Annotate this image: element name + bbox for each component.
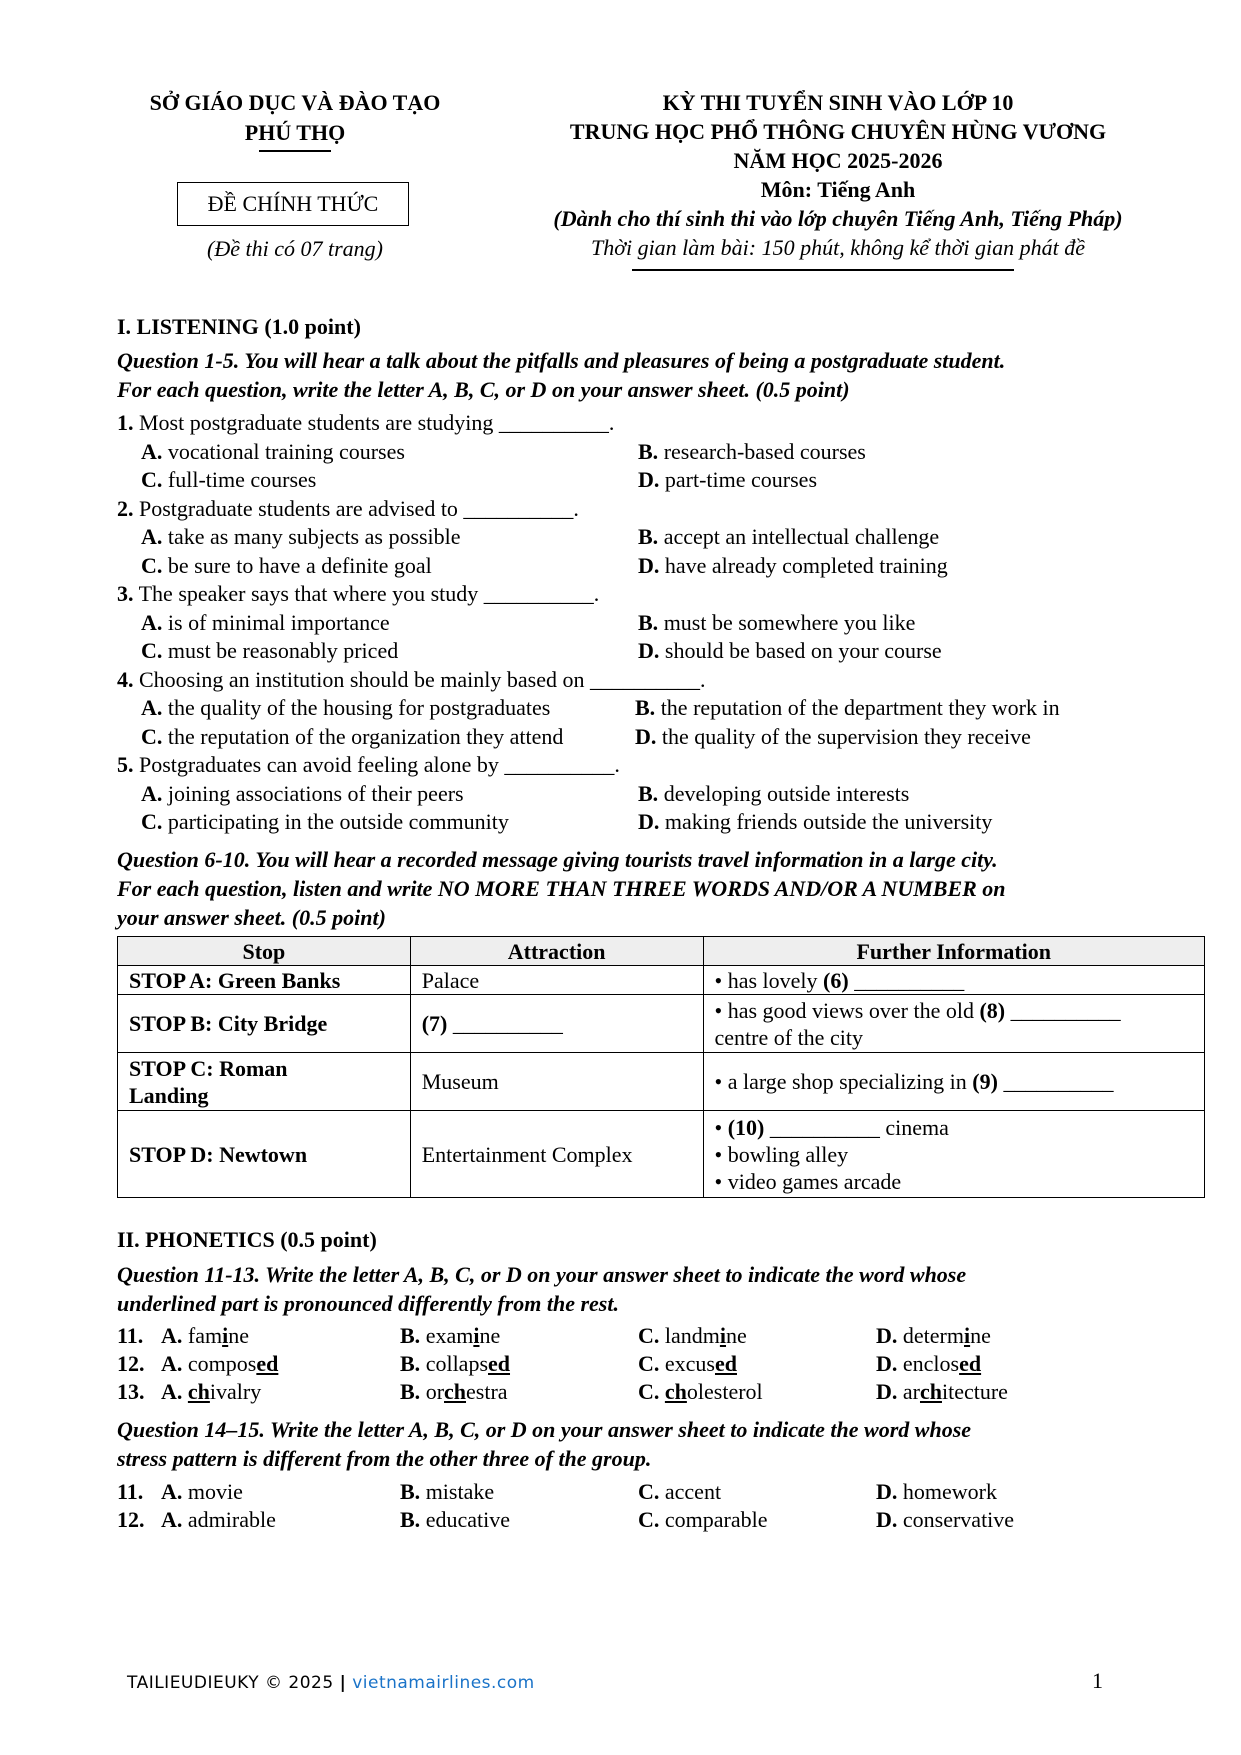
listening-questions xyxy=(117,409,1217,837)
school-year: NĂM HỌC 2025-2026 xyxy=(733,148,943,173)
word-part: fam xyxy=(187,1323,223,1348)
answer-blank[interactable]: __________ xyxy=(848,967,965,993)
word-part: itecture xyxy=(941,1379,1008,1404)
options-row xyxy=(117,466,1217,495)
option-d[interactable] xyxy=(638,808,992,837)
option-letter: C. xyxy=(141,723,163,749)
word-part: exam xyxy=(425,1323,474,1348)
stop-cell: STOP A: Green Banks xyxy=(118,966,411,995)
footer-brand xyxy=(127,1673,535,1693)
info-text: • xyxy=(714,1114,728,1140)
option-d[interactable] xyxy=(876,1506,1014,1534)
option-text: full-time courses xyxy=(167,467,317,492)
question-number: 3. xyxy=(117,581,134,606)
option-c[interactable] xyxy=(141,808,509,837)
underlined-part: ed xyxy=(959,1351,982,1376)
option-letter: B. xyxy=(638,438,659,464)
instruction-line: Question 6-10. You will hear a recorded message giving tourists travel information in a large city. xyxy=(117,847,998,872)
option-b[interactable] xyxy=(638,438,866,467)
underlined-part: ed xyxy=(256,1351,279,1376)
option-letter: B. xyxy=(400,1479,421,1504)
option-a[interactable] xyxy=(141,609,390,638)
word-part: landm xyxy=(664,1323,720,1348)
phonetics-instructions-1 xyxy=(117,1260,1217,1318)
word-part: compos xyxy=(187,1351,257,1376)
option-letter: B. xyxy=(400,1351,421,1376)
option-letter: D. xyxy=(635,723,657,749)
info-text: centre of the city xyxy=(714,1024,863,1050)
option-a[interactable] xyxy=(141,523,461,552)
option-letter: B. xyxy=(638,780,659,806)
word-part: ar xyxy=(902,1379,920,1404)
option-letter: D. xyxy=(876,1379,898,1404)
table-header: Stop xyxy=(118,937,411,966)
instruction-line: stress pattern is different from the other three of the group. xyxy=(117,1446,652,1471)
underlined-part: i xyxy=(222,1323,229,1348)
option-text: making friends outside the university xyxy=(664,809,993,834)
pages-note: (Đề thi có 07 trang) xyxy=(207,236,383,261)
phonetics-instructions-2 xyxy=(117,1415,1217,1473)
option-text: the quality of the supervision they receive xyxy=(661,723,1031,749)
option-text: the reputation of the department they work in xyxy=(660,695,1060,720)
option-letter: D. xyxy=(638,638,660,663)
info-text: • has lovely xyxy=(714,967,824,993)
option-text: educative xyxy=(425,1507,510,1532)
option-a[interactable] xyxy=(161,1506,276,1534)
option-letter: A. xyxy=(141,438,163,464)
table-row xyxy=(118,1111,1205,1198)
option-text: participating in the outside community xyxy=(167,809,509,834)
options-row xyxy=(117,438,1217,467)
option-letter: B. xyxy=(400,1507,421,1532)
listening-table xyxy=(117,936,1205,1198)
option-text: comparable xyxy=(664,1507,768,1532)
option-letter: B. xyxy=(638,524,659,549)
word-part: ne xyxy=(726,1323,747,1348)
option-letter: C. xyxy=(141,638,163,663)
question-3 xyxy=(117,580,1217,609)
option-b[interactable] xyxy=(400,1350,510,1378)
question-number: 11. xyxy=(117,1323,144,1348)
question-stem: The speaker says that where you study __________. xyxy=(138,581,600,606)
question-number: 5. xyxy=(117,752,134,777)
question-5 xyxy=(117,751,1217,780)
info-text: • a large shop specializing in xyxy=(714,1069,973,1094)
option-text: homework xyxy=(902,1479,997,1504)
word-part: or xyxy=(425,1379,445,1404)
option-c[interactable] xyxy=(638,1478,721,1506)
options-row xyxy=(117,780,1217,809)
instruction-line: Question 11-13. Write the letter A, B, C, or D on your answer sheet to indicate the word whose xyxy=(117,1262,967,1287)
answer-blank[interactable]: __________ xyxy=(1005,997,1121,1023)
underlined-part: i xyxy=(963,1323,971,1348)
word-part: determ xyxy=(902,1323,964,1348)
underlined-part: ch xyxy=(187,1379,210,1404)
stop-text: Landing xyxy=(129,1082,209,1108)
option-letter: D. xyxy=(638,809,660,834)
word-part: ne xyxy=(228,1323,249,1348)
underlined-part: ed xyxy=(488,1351,511,1376)
blank-number: (7) xyxy=(421,1011,448,1036)
option-letter: A. xyxy=(141,609,163,635)
answer-blank[interactable]: __________ xyxy=(997,1069,1114,1094)
option-letter: C. xyxy=(141,809,163,834)
answer-blank[interactable]: __________ cinema xyxy=(764,1114,949,1140)
word-part: collaps xyxy=(425,1351,489,1376)
word-part: ne xyxy=(970,1323,991,1348)
option-letter: B. xyxy=(638,609,659,635)
option-letter: B. xyxy=(400,1323,421,1348)
question-number: 2. xyxy=(117,495,134,521)
option-c[interactable] xyxy=(638,1350,737,1378)
instruction-line: underlined part is pronounced differently from the rest. xyxy=(117,1291,619,1316)
option-c[interactable] xyxy=(638,1322,747,1350)
option-text: take as many subjects as possible xyxy=(167,524,461,549)
subject: Môn: Tiếng Anh xyxy=(760,177,916,202)
question-number: 4. xyxy=(117,666,134,692)
option-b[interactable] xyxy=(400,1506,510,1534)
word-part: estra xyxy=(466,1379,508,1404)
official-exam-label: ĐỀ CHÍNH THỨC xyxy=(207,191,379,216)
option-text: mistake xyxy=(425,1479,495,1504)
option-letter: D. xyxy=(638,467,660,492)
question-2 xyxy=(117,495,1217,524)
blank-number: (10) xyxy=(727,1114,765,1140)
option-letter: C. xyxy=(638,1507,660,1532)
option-letter: A. xyxy=(161,1351,183,1376)
option-b[interactable] xyxy=(400,1478,494,1506)
option-letter: A. xyxy=(161,1379,183,1404)
option-b[interactable] xyxy=(400,1378,508,1406)
department-name: SỞ GIÁO DỤC VÀ ĐÀO TẠO xyxy=(149,90,441,115)
instruction-line: Question 1-5. You will hear a talk about the pitfalls and pleasures of being a postgraduate student. xyxy=(117,348,1006,373)
table-row xyxy=(118,966,1205,995)
listening-instructions-2 xyxy=(117,845,1227,932)
header-right xyxy=(488,88,1188,262)
option-letter: A. xyxy=(141,524,163,549)
option-text: research-based courses xyxy=(663,438,866,464)
answer-blank[interactable]: __________ xyxy=(447,1011,563,1036)
option-letter: C. xyxy=(638,1479,660,1504)
option-b[interactable] xyxy=(638,609,915,638)
question-number: 11. xyxy=(117,1479,144,1504)
option-text: admirable xyxy=(187,1507,276,1532)
option-text: joining associations of their peers xyxy=(167,780,464,806)
option-c[interactable] xyxy=(141,637,398,666)
question-4 xyxy=(117,666,1217,695)
option-c[interactable] xyxy=(638,1378,763,1406)
option-letter: A. xyxy=(161,1479,183,1504)
instruction-line: Question 14–15. Write the letter A, B, C, or D on your answer sheet to indicate the word whose xyxy=(117,1417,972,1442)
option-text: accent xyxy=(664,1479,722,1504)
option-letter: A. xyxy=(141,780,163,806)
phonetics-title: II. PHONETICS (0.5 point) xyxy=(117,1227,377,1252)
blank-number: (6) xyxy=(823,967,849,993)
question-stem: Most postgraduate students are studying __________. xyxy=(139,410,615,435)
option-text: the reputation of the organization they attend xyxy=(167,723,564,749)
question-stem: Postgraduate students are advised to __________. xyxy=(139,495,579,521)
option-text: have already completed training xyxy=(664,552,948,578)
option-letter: A. xyxy=(161,1323,183,1348)
attraction-cell: Palace xyxy=(410,966,703,995)
footer-link[interactable]: vietnamairlines.com xyxy=(352,1673,535,1693)
option-a[interactable] xyxy=(161,1322,249,1350)
option-text: movie xyxy=(187,1479,243,1504)
option-d[interactable] xyxy=(876,1322,991,1350)
option-text: part-time courses xyxy=(664,467,817,492)
options-row xyxy=(117,637,1217,666)
option-text: must be somewhere you like xyxy=(663,609,916,635)
footer-separator: | xyxy=(339,1673,347,1693)
audience-note: (Dành cho thí sinh thi vào lớp chuyên Tiếng Anh, Tiếng Pháp) xyxy=(553,206,1123,231)
underlined-part: ch xyxy=(444,1379,467,1404)
option-a[interactable] xyxy=(161,1378,261,1406)
option-b[interactable] xyxy=(635,694,1060,723)
question-stem: Postgraduates can avoid feeling alone by __________. xyxy=(139,752,620,777)
table-header: Further Information xyxy=(703,937,1204,966)
option-letter: C. xyxy=(141,467,163,492)
info-text: • has good views over the old xyxy=(714,997,980,1023)
options-row xyxy=(117,552,1217,581)
options-row xyxy=(117,723,1217,752)
option-text: conservative xyxy=(902,1507,1015,1532)
options-row xyxy=(117,609,1217,638)
option-d[interactable] xyxy=(876,1378,1008,1406)
attraction-cell xyxy=(410,995,703,1053)
info-cell xyxy=(703,1111,1204,1198)
option-letter: D. xyxy=(876,1351,898,1376)
option-a[interactable] xyxy=(161,1350,278,1378)
option-a[interactable] xyxy=(161,1478,243,1506)
question-stem: Choosing an institution should be mainly based on __________. xyxy=(139,666,706,692)
option-a[interactable] xyxy=(141,780,464,809)
attraction-cell: Entertainment Complex xyxy=(410,1111,703,1198)
option-text: should be based on your course xyxy=(664,638,942,663)
blank-number: (8) xyxy=(979,997,1006,1023)
options-row xyxy=(117,523,1217,552)
option-b[interactable] xyxy=(638,780,909,809)
table-header-row xyxy=(118,937,1205,966)
option-d[interactable] xyxy=(638,466,817,495)
info-cell xyxy=(703,966,1204,995)
option-d[interactable] xyxy=(635,723,1031,752)
stop-cell xyxy=(118,1053,411,1111)
table-row xyxy=(118,1053,1205,1111)
question-1 xyxy=(117,409,1217,438)
official-exam-box xyxy=(177,182,409,226)
question-number: 13. xyxy=(117,1379,145,1404)
option-letter: C. xyxy=(638,1323,660,1348)
word-part: ivalry xyxy=(209,1379,262,1404)
blank-number: (9) xyxy=(972,1069,998,1094)
word-part: olesterol xyxy=(686,1379,763,1404)
table-header: Attraction xyxy=(410,937,703,966)
header-left-rule xyxy=(259,150,331,152)
option-letter: D. xyxy=(876,1507,898,1532)
header-right-rule xyxy=(632,269,1014,271)
underlined-part: i xyxy=(473,1323,480,1348)
option-d[interactable] xyxy=(638,637,942,666)
option-c[interactable] xyxy=(638,1506,768,1534)
attraction-cell: Museum xyxy=(410,1053,703,1111)
word-part: excus xyxy=(664,1351,715,1376)
school-name: TRUNG HỌC PHỔ THÔNG CHUYÊN HÙNG VƯƠNG xyxy=(569,119,1107,144)
option-text: vocational training courses xyxy=(167,438,405,464)
question-number: 1. xyxy=(117,410,134,435)
option-b[interactable] xyxy=(638,523,939,552)
option-a[interactable] xyxy=(141,438,405,467)
brand-text: TAILIEUDIEUKY © 2025 xyxy=(127,1673,334,1693)
options-row xyxy=(117,808,1217,837)
province-name: PHÚ THỌ xyxy=(244,120,346,145)
option-letter: A. xyxy=(141,695,163,720)
option-c[interactable] xyxy=(141,552,432,581)
underlined-part: i xyxy=(719,1323,727,1348)
option-text: the quality of the housing for postgraduates xyxy=(167,695,551,720)
option-a[interactable] xyxy=(141,694,550,723)
listening-title: I. LISTENING (1.0 point) xyxy=(117,314,361,339)
option-letter: C. xyxy=(638,1379,660,1404)
stop-cell: STOP B: City Bridge xyxy=(118,995,411,1053)
listening-instructions-1 xyxy=(117,346,1217,404)
header-left xyxy=(110,88,480,152)
instruction-line: For each question, write the letter A, B, C, or D on your answer sheet. (0.5 point) xyxy=(117,377,850,402)
underlined-part: ed xyxy=(714,1351,737,1376)
options-row xyxy=(117,694,1217,723)
option-text: be sure to have a definite goal xyxy=(167,552,432,578)
underlined-part: ch xyxy=(664,1379,687,1404)
option-letter: B. xyxy=(635,695,656,720)
option-d[interactable] xyxy=(876,1478,997,1506)
info-text: • bowling alley xyxy=(714,1141,849,1167)
instruction-line: your answer sheet. (0.5 point) xyxy=(117,905,386,930)
option-text: must be reasonably priced xyxy=(167,638,399,663)
instruction-line: For each question, listen and write NO MORE THAN THREE WORDS AND/OR A NUMBER on xyxy=(117,876,1006,901)
option-b[interactable] xyxy=(400,1322,500,1350)
info-text: • video games arcade xyxy=(714,1168,902,1194)
option-letter: D. xyxy=(876,1479,898,1504)
option-text: is of minimal importance xyxy=(167,609,390,635)
word-part: ne xyxy=(479,1323,501,1348)
exam-title: KỲ THI TUYỂN SINH VÀO LỚP 10 xyxy=(662,90,1014,115)
table-row xyxy=(118,995,1205,1053)
page-number: 1 xyxy=(1092,1668,1103,1693)
option-letter: C. xyxy=(638,1351,660,1376)
underlined-part: ch xyxy=(919,1379,942,1404)
word-part: enclos xyxy=(902,1351,960,1376)
info-cell xyxy=(703,995,1204,1053)
option-letter: A. xyxy=(161,1507,183,1532)
option-letter: B. xyxy=(400,1379,421,1404)
stop-cell: STOP D: Newtown xyxy=(118,1111,411,1198)
info-cell xyxy=(703,1053,1204,1111)
time-note: Thời gian làm bài: 150 phút, không kể thời gian phát đề xyxy=(590,235,1085,260)
option-text: developing outside interests xyxy=(663,780,910,806)
option-letter: D. xyxy=(638,552,660,578)
question-number: 12. xyxy=(117,1507,145,1532)
option-letter: D. xyxy=(876,1323,898,1348)
option-c[interactable] xyxy=(141,723,563,752)
stop-text: STOP C: Roman xyxy=(129,1055,288,1081)
option-d[interactable] xyxy=(876,1350,981,1378)
option-d[interactable] xyxy=(638,552,948,581)
option-c[interactable] xyxy=(141,466,316,495)
option-text: accept an intellectual challenge xyxy=(663,524,940,549)
question-number: 12. xyxy=(117,1351,145,1376)
option-letter: C. xyxy=(141,552,163,578)
